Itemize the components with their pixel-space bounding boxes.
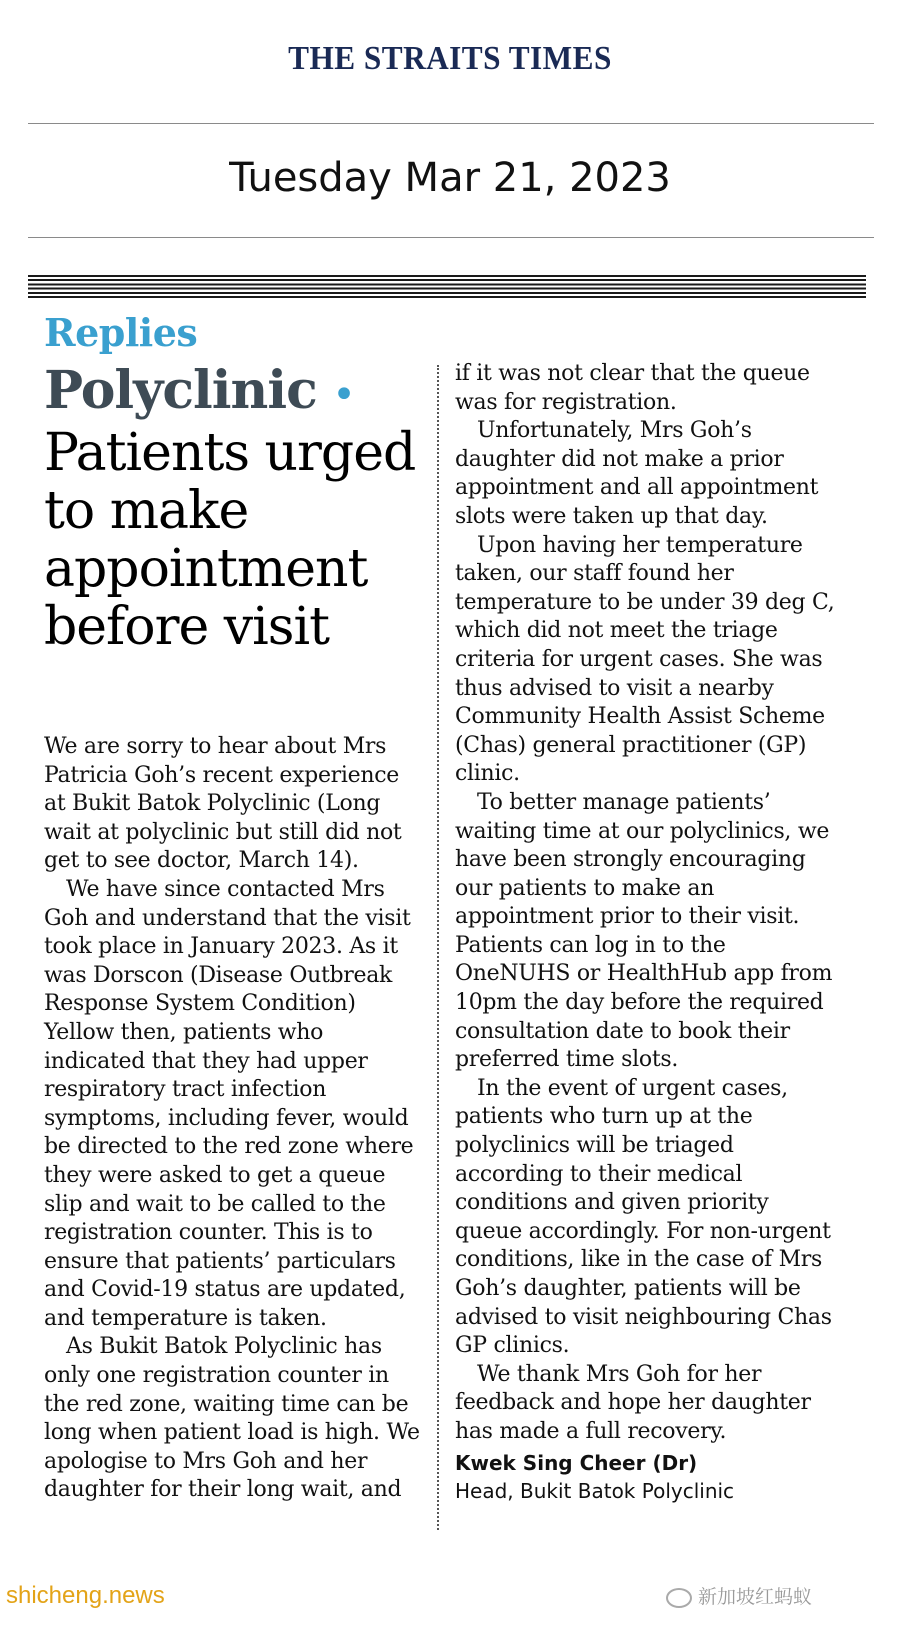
watermark-brand-text: 新加坡红蚂蚁 [698, 1586, 813, 1608]
headline-title: Patients urged to make appointment before visit [44, 423, 416, 657]
headline-topic: Polyclinic [44, 360, 317, 421]
author-name: Kwek Sing Cheer (Dr) [455, 1450, 698, 1475]
masthead: THE STRAITS TIMES [288, 40, 612, 77]
watermark-brand [666, 1582, 812, 1609]
top-rule [28, 123, 874, 124]
paragraph: Upon having her temperature taken, our staff found her temperature to be under 39 deg C, which did not meet the triage criteria for urgent cases. She was thus advised to visit a nearby Community Health Assist Scheme (Chas) general practitioner (GP) clinic. [455, 532, 835, 787]
section-stripes [28, 275, 866, 299]
column-divider [437, 365, 439, 1530]
paragraph: Unfortunately, Mrs Goh’s daughter did not make a prior appointment and all appointment slots were taken up that day. [455, 418, 819, 529]
chat-bubble-icon [666, 1588, 692, 1608]
paragraph: As Bukit Batok Polyclinic has only one registration counter in the red zone, waiting time can be long when patient load is high. We apologise to Mrs Goh and her daughter for their long wait, and [44, 1334, 420, 1503]
paragraph: We have since contacted Mrs Goh and understand that the visit took place in January 2023. As it was Dorscon (Disease Outbreak Response System Condition) Yellow then, patients who indicated that they had upper respiratory tract infection symptoms, including fever, would be directed to the red zone where they were asked to get a queue slip and wait to be called to the registration counter. This is to ensure that patients’ particulars and Covid-19 status are updated, and temperature is taken. [44, 876, 414, 1331]
paragraph: To better manage patients’ waiting time at our polyclinics, we have been strongly encouraging our patients to make an appointment prior to their visit. Patients can log in to the OneNUHS or HealthHub app from 10pm the day before the required consultation date to book their preferred time slots. [455, 789, 833, 1073]
article-column-left [44, 733, 424, 1505]
author-title: Head, Bukit Batok Polyclinic [455, 1478, 735, 1503]
paragraph: We thank Mrs Goh for her feedback and hope her daughter has made a full recovery. [455, 1361, 811, 1444]
paragraph: if it was not clear that the queue was for registration. [455, 361, 810, 415]
paragraph: In the event of urgent cases, patients who turn up at the polyclinics will be triaged according to their medical conditions and given priority queue accordingly. For non-urgent conditions, like in the case of Mrs Goh’s daughter, patients will be advised to visit neighbouring Chas GP clinics. [455, 1075, 832, 1359]
headline-separator: • [332, 372, 355, 418]
issue-date: Tuesday Mar 21, 2023 [229, 155, 671, 201]
article-column-right [455, 360, 835, 1505]
headline [44, 362, 434, 656]
paragraph: We are sorry to hear about Mrs Patricia Goh’s recent experience at Bukit Batok Polyclinic (Long wait at polyclinic but still did not get to see doctor, March 14). [44, 734, 402, 874]
date-rule [28, 237, 874, 238]
section-kicker: Replies [44, 310, 198, 355]
watermark-site: shicheng.news [6, 1582, 165, 1609]
